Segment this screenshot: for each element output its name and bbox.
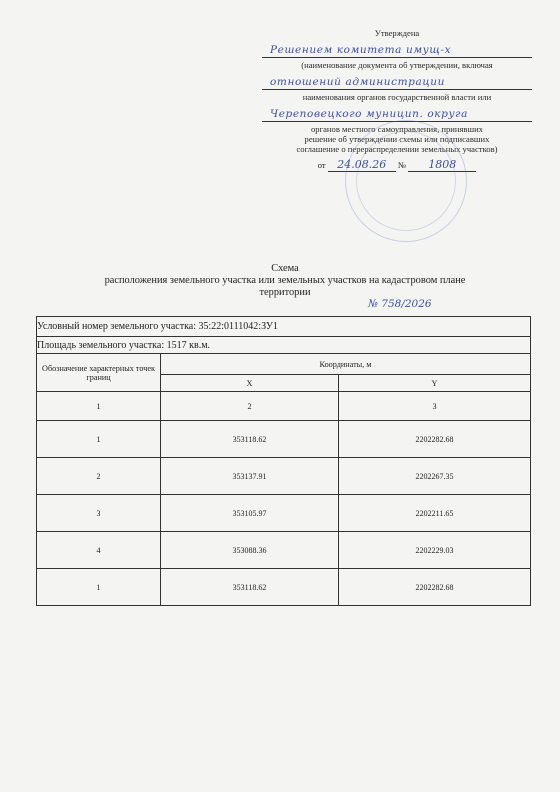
table-row xyxy=(37,495,531,532)
date-prefix: от xyxy=(317,160,326,170)
municipality-handwritten: Череповецкого муницип. округа xyxy=(270,108,468,120)
table-row xyxy=(37,421,531,458)
scheme-title xyxy=(60,263,510,299)
approval-number: 1808 xyxy=(408,158,476,172)
y-coordinate: 2202282.68 xyxy=(339,569,531,606)
approval-heading: Утверждена xyxy=(374,28,420,38)
column-index: 2 xyxy=(161,392,339,421)
point-id: 4 xyxy=(37,532,161,569)
document-name-handwritten: Решением комитета имущ-х xyxy=(270,44,452,56)
authority-handwritten: отношений администрации xyxy=(270,76,445,88)
area-value: Площадь земельного участка: 1517 кв.м. xyxy=(37,337,531,354)
municipality-caption-2: решение об утверждении схемы или подписавших xyxy=(304,134,490,144)
table-row xyxy=(37,458,531,495)
x-coordinate: 353137.91 xyxy=(161,458,339,495)
y-coordinate: 2202229.03 xyxy=(339,532,531,569)
point-id: 3 xyxy=(37,495,161,532)
conditional-number: Условный номер земельного участка: 35:22:0111042:ЗУ1 xyxy=(37,317,531,337)
document-name-line xyxy=(262,40,532,58)
x-coordinate: 353105.97 xyxy=(161,495,339,532)
official-stamp xyxy=(345,120,467,242)
title-line-3: территории xyxy=(259,287,311,298)
number-prefix: № xyxy=(397,160,407,170)
coordinates-table xyxy=(36,316,531,606)
table-row xyxy=(37,569,531,606)
header-row xyxy=(37,354,531,375)
column-index-row xyxy=(37,392,531,421)
points-header: Обозначение характерных точек границ xyxy=(37,354,161,392)
y-coordinate: 2202282.68 xyxy=(339,421,531,458)
area-row xyxy=(37,337,531,354)
municipality-line xyxy=(262,104,532,122)
column-index: 3 xyxy=(339,392,531,421)
approval-date: 24.08.26 xyxy=(328,158,396,172)
x-header: X xyxy=(161,375,339,392)
column-index: 1 xyxy=(37,392,161,421)
municipality-caption-1: органов местного самоуправления, принявших xyxy=(311,124,483,134)
x-coordinate: 353088.36 xyxy=(161,532,339,569)
title-line-1: Схема xyxy=(271,263,299,274)
x-coordinate: 353118.62 xyxy=(161,569,339,606)
registration-number-handwritten: № 758/2026 xyxy=(368,298,432,310)
x-coordinate: 353118.62 xyxy=(161,421,339,458)
authority-line xyxy=(262,72,532,90)
point-id: 2 xyxy=(37,458,161,495)
y-coordinate: 2202211.65 xyxy=(339,495,531,532)
point-id: 1 xyxy=(37,421,161,458)
coordinates-header: Координаты, м xyxy=(161,354,531,375)
authority-caption: наименования органов государственной власти или xyxy=(302,92,492,102)
point-id: 1 xyxy=(37,569,161,606)
municipality-caption-3: соглашение о перераспределении земельных участков) xyxy=(296,144,498,154)
conditional-number-row xyxy=(37,317,531,337)
title-line-2: расположения земельного участка или земельных участков на кадастровом плане xyxy=(104,275,466,286)
document-name-caption: (наименование документа об утверждении, включая xyxy=(301,60,493,70)
y-coordinate: 2202267.35 xyxy=(339,458,531,495)
y-header: Y xyxy=(339,375,531,392)
table-row xyxy=(37,532,531,569)
